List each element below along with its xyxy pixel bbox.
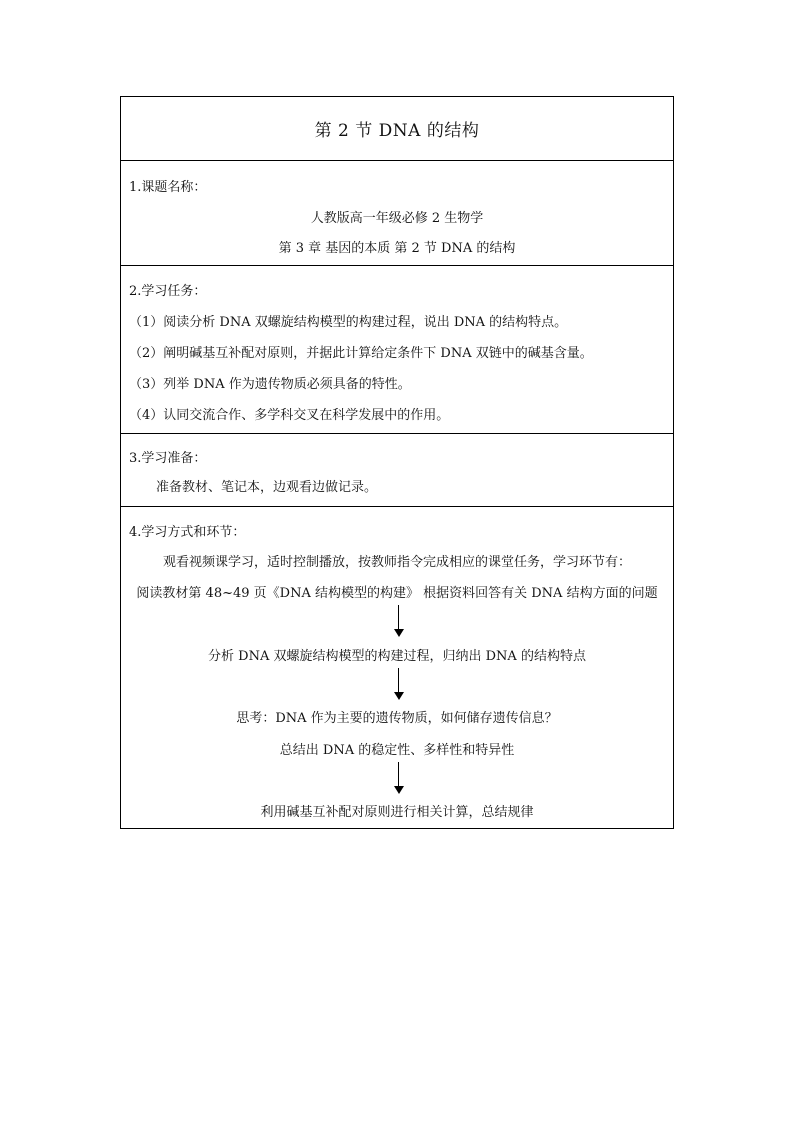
preparation-text: 准备教材、笔记本，边观看边做记录。 [156,480,378,495]
flow-step-1: 阅读教材第 48~49 页《DNA 结构模型的构建》 根据资料回答有关 DNA 结构方面的问题 [136,586,658,601]
task-item: （2）阐明碱基互补配对原则，并据此计算给定条件下 DNA 双链中的碱基含量。 [129,346,593,361]
chapter-line: 第 3 章 基因的本质 第 2 节 DNA 的结构 [278,241,516,256]
flow-step-3: 思考：DNA 作为主要的遗传物质，如何储存遗传信息？ [236,711,558,726]
section-preparation-heading: 3.学习准备： [129,451,207,466]
section-tasks-heading: 2.学习任务： [129,284,207,299]
course-line: 人教版高一年级必修 2 生物学 [310,211,484,226]
section-tasks [121,265,673,433]
section-methods [121,506,673,828]
section-preparation [121,433,673,506]
section-topic [121,160,673,265]
task-item: （4）认同交流合作、多学科交叉在科学发展中的作用。 [129,408,450,423]
down-arrow-icon [394,605,404,637]
flow-step-4: 总结出 DNA 的稳定性、多样性和特异性 [279,743,515,758]
flow-step-5: 利用碱基互补配对原则进行相关计算，总结规律 [260,805,534,820]
lesson-plan-table [120,96,674,829]
task-item: （1）阅读分析 DNA 双螺旋结构模型的构建过程，说出 DNA 的结构特点。 [129,315,568,330]
flow-step-2: 分析 DNA 双螺旋结构模型的构建过程，归纳出 DNA 的结构特点 [208,649,586,664]
down-arrow-icon [394,668,404,700]
title-row [121,97,673,160]
section-topic-heading: 1.课题名称： [129,180,207,195]
section-methods-heading: 4.学习方式和环节： [129,525,246,540]
methods-intro: 观看视频课学习，适时控制播放，按教师指令完成相应的课堂任务，学习环节有： [162,555,631,570]
task-item: （3）列举 DNA 作为遗传物质必须具备的特性。 [129,377,411,392]
down-arrow-icon [394,762,404,794]
document-title: 第 2 节 DNA 的结构 [314,121,480,141]
